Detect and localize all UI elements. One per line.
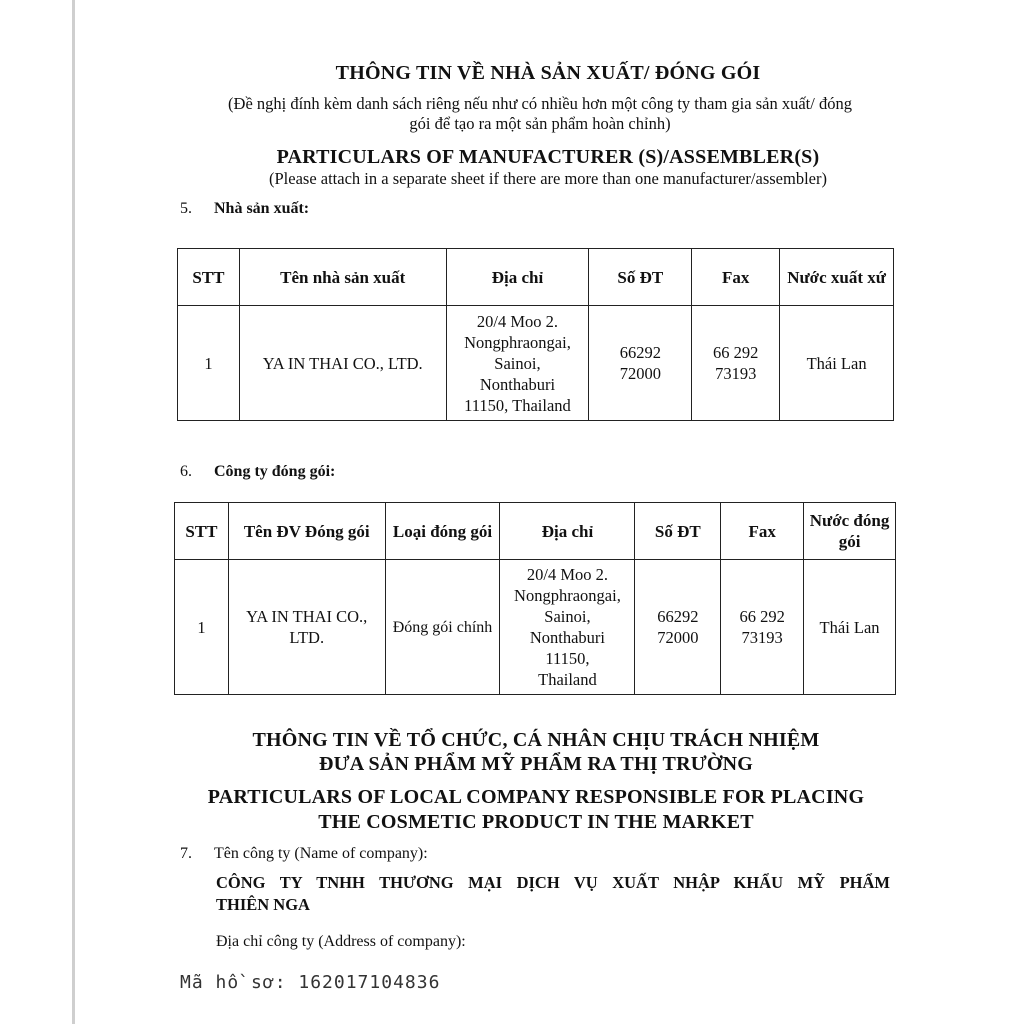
local-title-vn-line2: ĐƯA SẢN PHẨM MỸ PHẨM RA THỊ TRƯỜNG xyxy=(318,753,754,775)
address-line: Sainoi, xyxy=(544,607,591,626)
address-line: Sainoi, xyxy=(494,353,541,373)
section6-label: Công ty đóng gói: xyxy=(214,463,336,480)
cell-stt: 1 xyxy=(178,306,240,421)
table-row xyxy=(175,560,896,695)
fax-line: 73193 xyxy=(715,364,757,383)
section7-number: 7. xyxy=(180,845,192,862)
header-stt: STT xyxy=(178,249,240,306)
fax-line: 66 292 xyxy=(739,607,785,626)
name-line: LTD. xyxy=(289,628,325,647)
cell-fax xyxy=(721,560,804,695)
name-line: YA IN THAI CO., xyxy=(246,607,368,626)
header-fax: Fax xyxy=(721,503,804,560)
address-line: 20/4 Moo 2. xyxy=(526,565,608,584)
table-header-row xyxy=(178,249,894,306)
table-header-row xyxy=(175,503,896,560)
header-country-packing: Nước đóng gói xyxy=(804,503,896,560)
address-line: Nongphraongai, xyxy=(464,332,571,352)
note-en: (Please attach in a separate sheet if there are more than one manufacturer/assembler) xyxy=(269,169,827,188)
note-vn-line2: gói để tạo ra một sản phẩm hoàn chỉnh) xyxy=(409,114,671,133)
fax-line: 73193 xyxy=(741,628,783,647)
cell-packing-type: Đóng gói chính xyxy=(385,560,500,695)
page-margin-strip xyxy=(0,0,75,1024)
company-address-label: Địa chỉ công ty (Address of company): xyxy=(216,933,466,950)
phone-line: 66292 xyxy=(657,607,699,626)
local-title-en-line2: THE COSMETIC PRODUCT IN THE MARKET xyxy=(318,811,754,833)
header-packer-name: Tên ĐV Đóng gói xyxy=(228,503,385,560)
section6-number: 6. xyxy=(180,463,192,480)
company-name-line1: CÔNG TY TNHH THƯƠNG MẠI DỊCH VỤ XUẤT NHẬP KHẨU MỸ PHẨM xyxy=(216,873,890,892)
cell-address xyxy=(446,306,589,421)
header-packing-type: Loại đóng gói xyxy=(385,503,500,560)
address-line: Nonthaburi xyxy=(479,374,556,394)
cell-stt: 1 xyxy=(175,560,229,695)
address-line: Nonthaburi xyxy=(529,628,606,647)
cell-phone xyxy=(589,306,692,421)
fax-line: 66 292 xyxy=(713,343,759,362)
cell-country: Thái Lan xyxy=(804,560,896,695)
phone-line: 72000 xyxy=(657,628,699,647)
local-title-en-line1: PARTICULARS OF LOCAL COMPANY RESPONSIBLE FOR PLACING xyxy=(207,786,865,808)
phone-line: 72000 xyxy=(619,364,661,383)
cell-country: Thái Lan xyxy=(780,306,894,421)
section6-heading xyxy=(180,463,335,481)
file-code: Mã hồ sơ: 162017104836 xyxy=(180,972,441,993)
header-address: Địa chỉ xyxy=(446,249,589,306)
address-line: Nongphraongai, xyxy=(514,586,621,605)
section5-number: 5. xyxy=(180,200,192,217)
cell-manufacturer-name: YA IN THAI CO., LTD. xyxy=(239,306,446,421)
title-en: PARTICULARS OF MANUFACTURER (S)/ASSEMBLER(S) xyxy=(276,146,820,168)
header-address: Địa chỉ xyxy=(500,503,635,560)
section5-label: Nhà sản xuất: xyxy=(214,200,310,217)
header-phone: Số ĐT xyxy=(635,503,721,560)
header-phone: Số ĐT xyxy=(589,249,692,306)
cell-phone xyxy=(635,560,721,695)
cell-packer-name xyxy=(228,560,385,695)
address-line: Thailand xyxy=(538,670,597,689)
table-row xyxy=(178,306,894,421)
section5-heading xyxy=(180,200,309,218)
header-stt: STT xyxy=(175,503,229,560)
section7-heading xyxy=(180,845,428,863)
cell-address xyxy=(500,560,635,695)
note-vn-line1: (Đề nghị đính kèm danh sách riêng nếu như có nhiều hơn một công ty tham gia sản xuất/ đóng xyxy=(228,94,852,113)
section7-label: Tên công ty (Name of company): xyxy=(214,845,428,862)
address-line: 20/4 Moo 2. xyxy=(476,311,559,331)
header-country-origin: Nước xuất xứ xyxy=(780,249,894,306)
address-line: 11150, xyxy=(545,649,590,668)
packer-table xyxy=(174,502,896,695)
header-manufacturer-name: Tên nhà sản xuất xyxy=(239,249,446,306)
company-name-line2: THIÊN NGA xyxy=(216,895,310,914)
cell-fax xyxy=(692,306,780,421)
title-vn: THÔNG TIN VỀ NHÀ SẢN XUẤT/ ĐÓNG GÓI xyxy=(335,62,761,84)
local-title-vn-line1: THÔNG TIN VỀ TỔ CHỨC, CÁ NHÂN CHỊU TRÁCH NHIỆM xyxy=(252,729,820,751)
address-line: 11150, Thailand xyxy=(464,395,571,415)
manufacturer-table xyxy=(177,248,894,421)
phone-line: 66292 xyxy=(619,343,661,362)
header-fax: Fax xyxy=(692,249,780,306)
